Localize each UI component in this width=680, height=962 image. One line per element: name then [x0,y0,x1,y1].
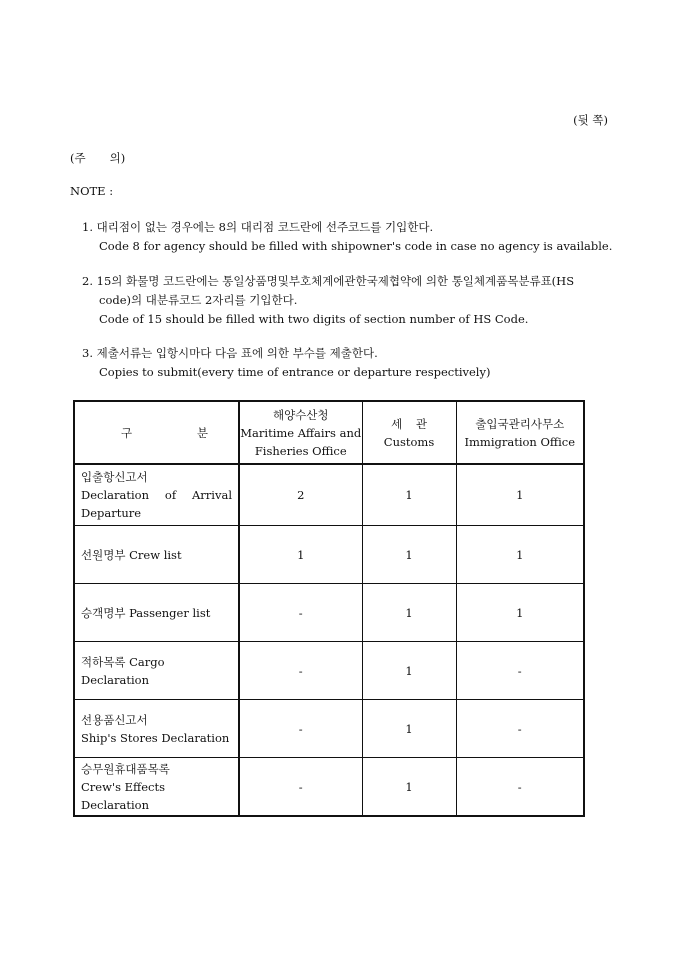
row-document-name [74,464,239,526]
cell-customs-copies: 1 [362,584,456,642]
row-document-name [74,700,239,758]
note-2-korean-line1: 2. 15의 화물명 코드란에는 통일상품명및부호체계에관한국제협약에 의한 통일체계품목분류표(HS [82,274,575,288]
cell-customs-copies: 1 [362,526,456,584]
row-document-name: 선원명부 Crew list [74,526,239,584]
table-row [74,526,584,584]
cell-immigration-copies: - [456,758,584,817]
header-maritime-en-2: Fisheries Office [254,443,347,458]
row-document-name: 적하목록 Cargo Declaration [74,642,239,700]
header-doc-char1: 구 [121,425,133,440]
note-item-3 [82,344,490,382]
note-2-english: Code of 15 should be filled with two digits of section number of HS Code. [99,312,529,326]
table-row [74,584,584,642]
table-row [74,758,584,817]
header-immigration-ko: 출입국관리사무소 [475,416,565,431]
cell-immigration-copies: 1 [456,464,584,526]
cell-maritime-copies: 2 [239,464,362,526]
row-doc-en: Crew's Effects Declaration [81,779,165,812]
header-customs [362,401,456,464]
caution-heading [70,150,125,166]
cell-immigration-copies: - [456,642,584,700]
header-doc-char2: 분 [196,425,208,440]
header-maritime-en-1: Maritime Affairs and [240,425,362,440]
copies-table [73,400,585,817]
row-doc-ko: 입출항신고서 [81,470,148,484]
cell-maritime-copies: - [239,700,362,758]
cell-customs-copies: 1 [362,464,456,526]
cell-customs-copies: 1 [362,642,456,700]
table-header-row [74,401,584,464]
cell-maritime-copies: 1 [239,526,362,584]
table-row [74,700,584,758]
note-item-2 [82,272,574,329]
caution-label-part2: 의) [109,151,126,165]
cell-immigration-copies: - [456,700,584,758]
note-item-1 [82,218,612,256]
row-doc-en-1: Declaration of Arrival [81,488,232,502]
header-customs-en: Customs [383,434,435,449]
cell-maritime-copies: - [239,642,362,700]
cell-immigration-copies: 1 [456,584,584,642]
cell-customs-copies: 1 [362,700,456,758]
back-side-label: (뒷 쪽) [573,113,608,127]
caution-label-part1: (주 [70,151,86,165]
header-immigration [456,401,584,464]
cell-immigration-copies: 1 [456,526,584,584]
header-maritime-office [239,401,362,464]
header-maritime-ko: 해양수산청 [272,407,329,422]
row-doc-en: Ship's Stores Declaration [81,730,230,745]
cell-maritime-copies: - [239,584,362,642]
note-3-english: Copies to submit(every time of entrance or departure respectively) [99,365,491,379]
row-document-name: 승객명부 Passenger list [74,584,239,642]
row-document-name [74,758,239,817]
row-doc-ko: 선용품신고서 [81,712,148,727]
note-3-korean: 3. 제출서류는 입항시마다 다음 표에 의한 부수를 제출한다. [82,346,378,360]
note-1-english: Code 8 for agency should be filled with shipowner's code in case no agency is available. [99,239,613,253]
cell-customs-copies: 1 [362,758,456,817]
row-doc-en-2: Departure [81,506,142,520]
header-document-type [74,401,239,464]
header-customs-ko: 세 관 [391,416,427,431]
cell-maritime-copies: - [239,758,362,817]
table-row [74,464,584,526]
header-immigration-en: Immigration Office [464,434,576,449]
note-label: NOTE : [70,184,114,198]
table-row [74,642,584,700]
note-1-korean: 1. 대리점이 없는 경우에는 8의 대리점 코드란에 선주코드를 기입한다. [82,220,434,234]
row-doc-ko: 승무원휴대품목록 [81,761,170,776]
note-2-korean-line2: code)의 대분류코드 2자리를 기입한다. [99,293,298,307]
